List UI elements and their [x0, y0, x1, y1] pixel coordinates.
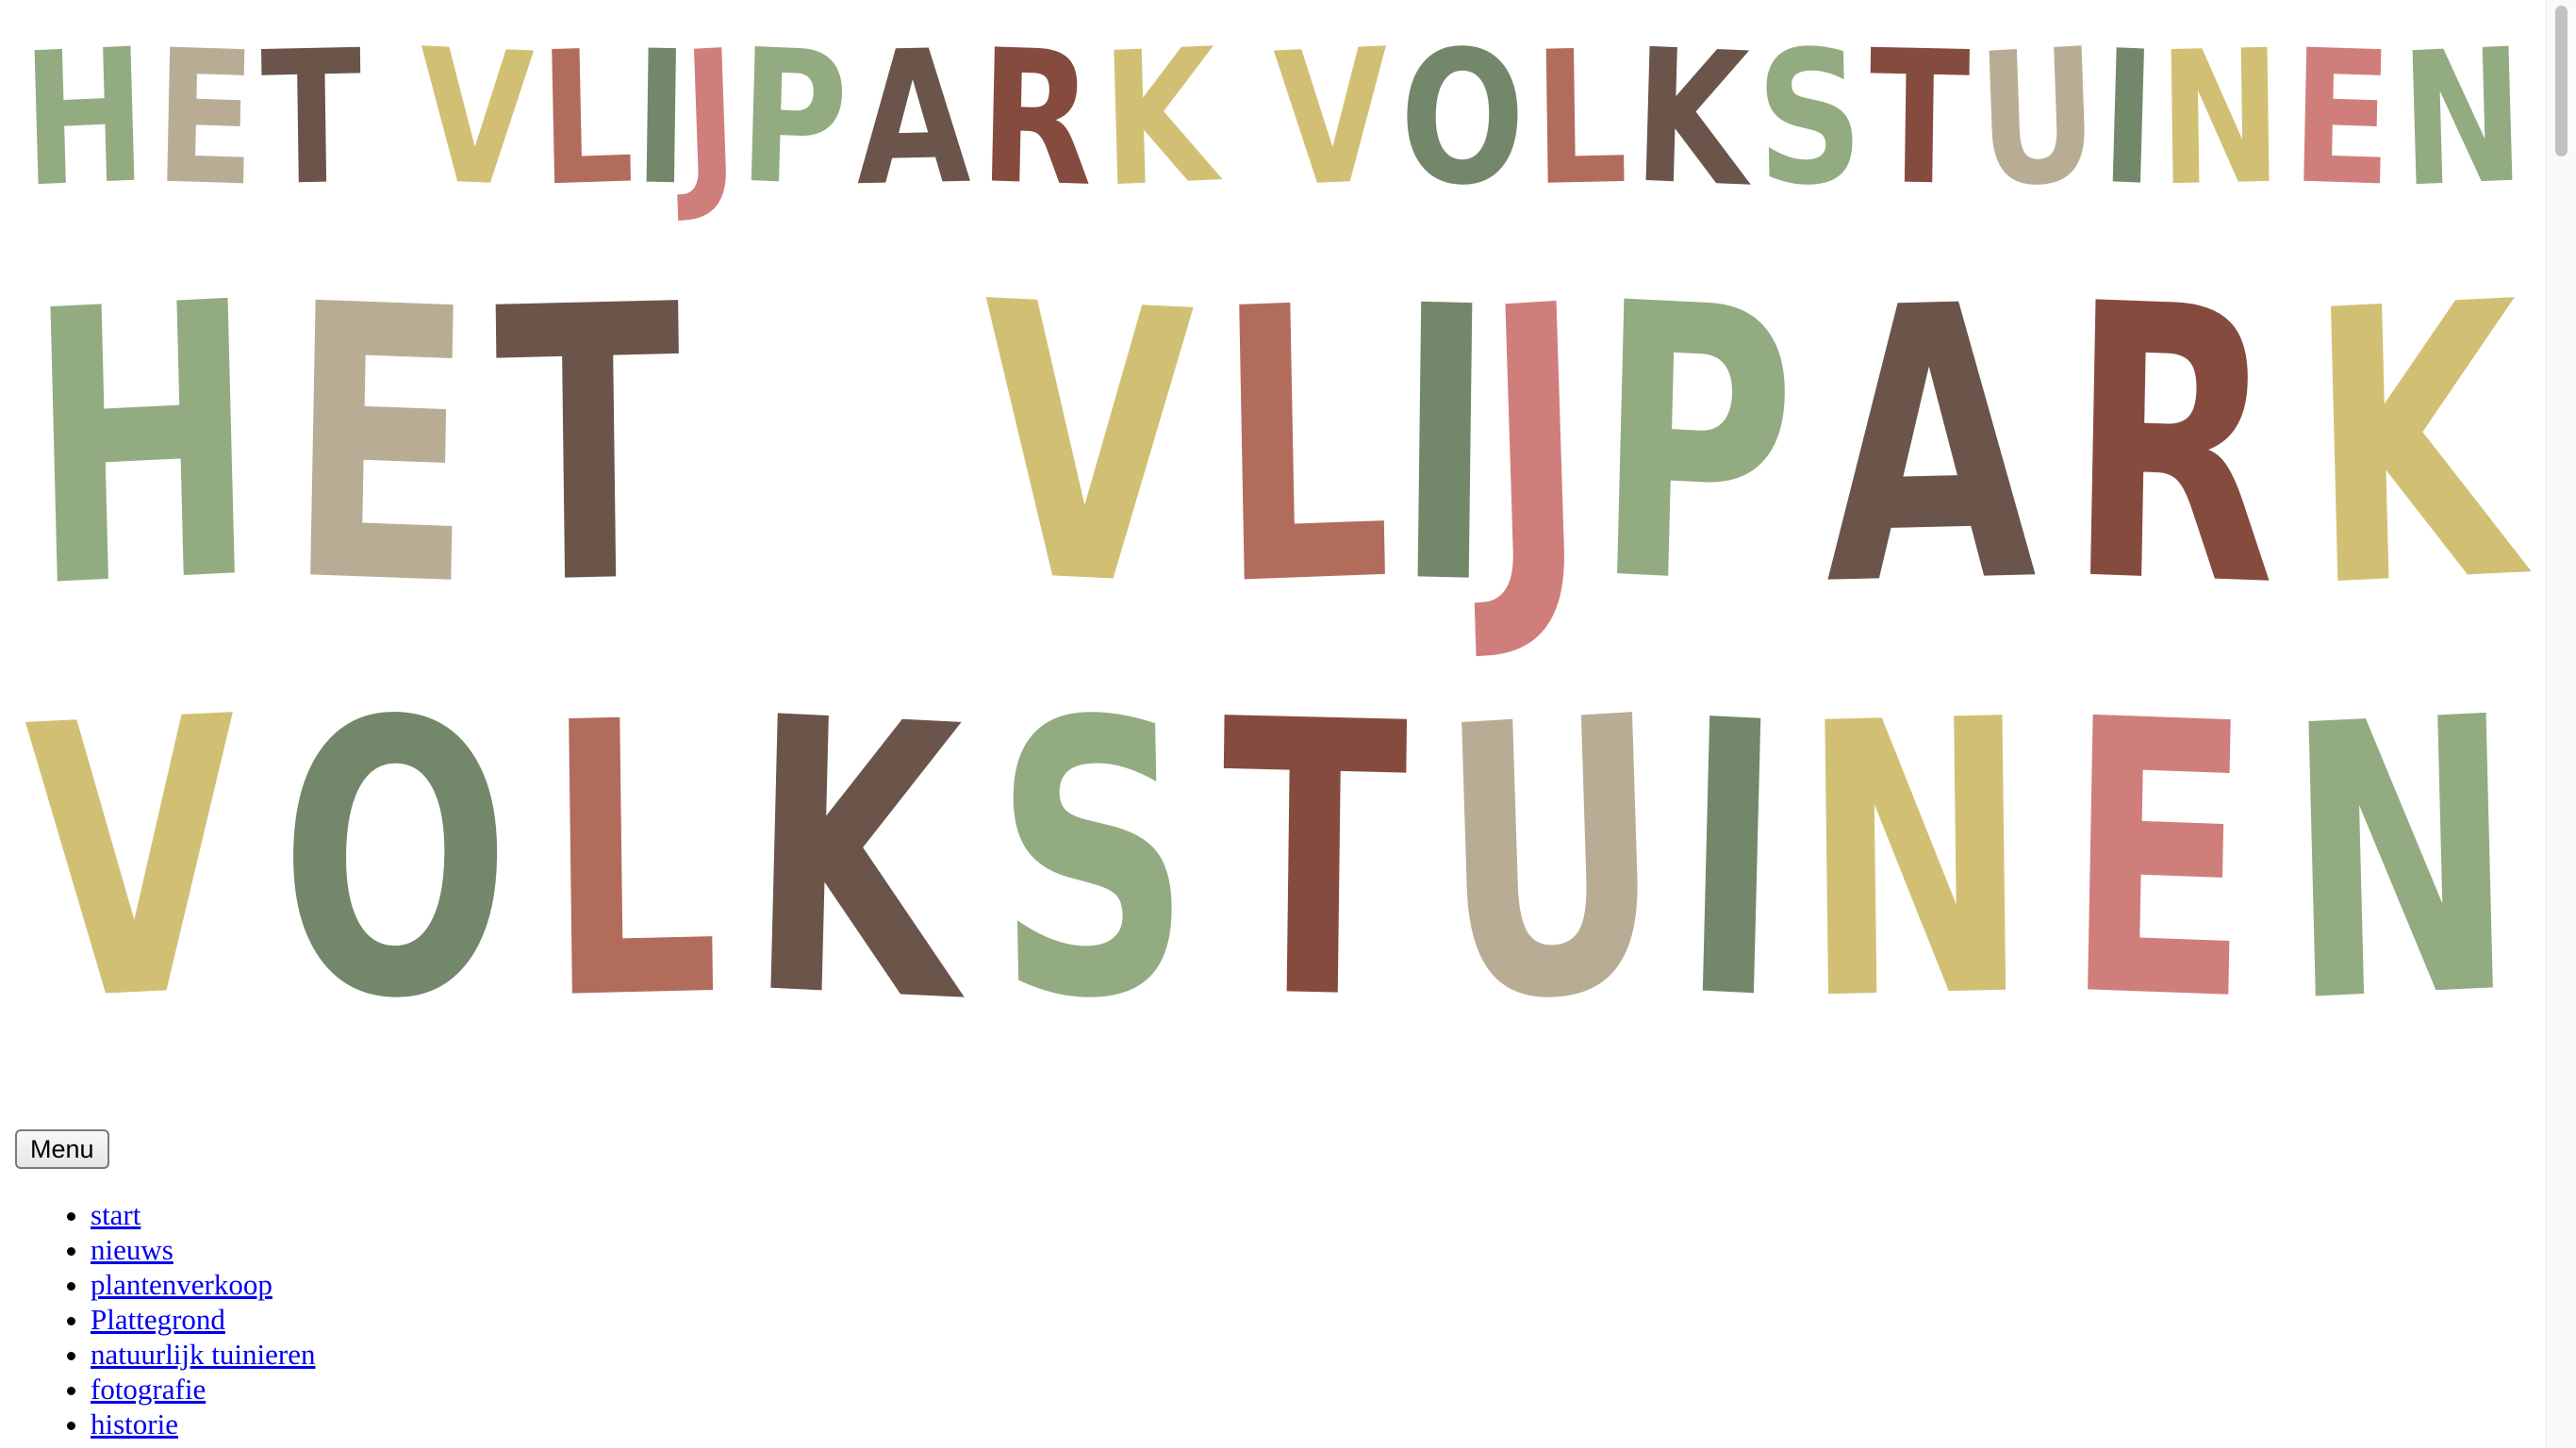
nav-item-plantenverkoop: [91, 1267, 315, 1302]
logo-letter: R: [977, 8, 1096, 227]
logo-letter: A: [1822, 225, 2039, 669]
logo-letter: I: [1391, 226, 1498, 668]
logo-letter: E: [2061, 639, 2255, 1085]
logo-word-het: [17, 8, 365, 228]
nav-link-fotografie[interactable]: fotografie: [91, 1373, 206, 1406]
logo-letter: H: [24, 222, 262, 672]
site-logo-line-2: [9, 636, 2536, 1088]
logo-letter: T: [1868, 9, 1972, 226]
site-logo-line-1: [9, 222, 2536, 672]
scrollbar-thumb[interactable]: [2555, 6, 2568, 156]
nav-link-plantenverkoop[interactable]: plantenverkoop: [91, 1268, 272, 1301]
page-scrollbar[interactable]: [2546, 0, 2576, 1448]
logo-letter: R: [2063, 224, 2282, 670]
nav-link-plattegrond[interactable]: Plattegrond: [91, 1303, 225, 1336]
logo-letter: J: [1478, 224, 1593, 670]
logo-letter: H: [20, 8, 150, 228]
logo-letter: P: [735, 8, 850, 227]
logo-letter: N: [1798, 640, 2032, 1084]
logo-letter: K: [1630, 8, 1752, 228]
logo-letter: K: [1098, 8, 1219, 228]
nav-item-plattegrond: [91, 1302, 315, 1337]
logo-letter: I: [2097, 9, 2159, 226]
nav-item-fotografie: [91, 1372, 315, 1407]
logo-letter: L: [1531, 9, 1629, 226]
main-navigation: [0, 1197, 315, 1441]
logo-letter: T: [493, 225, 685, 669]
logo-letter: L: [1213, 224, 1395, 670]
nav-link-nieuws[interactable]: nieuws: [91, 1233, 173, 1266]
logo-letter: E: [283, 224, 478, 670]
nav-item-historie: [91, 1407, 315, 1441]
logo-letter: S: [990, 639, 1196, 1085]
nav-item-nieuws: [91, 1232, 315, 1267]
logo-word-vlijpark: [965, 222, 2536, 672]
nav-link-start[interactable]: start: [91, 1198, 141, 1231]
nav-link-historie[interactable]: historie: [91, 1407, 178, 1440]
nav-link-natuurlijk-tuinieren[interactable]: natuurlijk tuinieren: [91, 1338, 316, 1371]
logo-letter: N: [2282, 637, 2520, 1087]
logo-letter: L: [542, 640, 721, 1084]
logo-word-het: [9, 222, 693, 672]
logo-letter: N: [2157, 9, 2284, 226]
logo-word-volkstuinen: [1270, 8, 2530, 228]
logo-letter: J: [679, 9, 742, 226]
logo-letter: E: [153, 8, 258, 227]
logo-letter: U: [1434, 636, 1669, 1088]
logo-letter: O: [275, 638, 515, 1086]
logo-word-volkstuinen: [9, 636, 2536, 1088]
site-logo-small[interactable]: [17, 8, 2530, 228]
logo-letter: P: [1590, 223, 1801, 671]
logo-letter: K: [743, 637, 966, 1087]
logo-letter: I: [1675, 640, 1788, 1084]
menu-toggle-button[interactable]: Menu: [15, 1129, 109, 1169]
logo-letter: S: [1754, 8, 1865, 227]
logo-letter: U: [1974, 8, 2102, 228]
logo-letter: V: [975, 222, 1197, 672]
logo-letter: L: [537, 8, 636, 227]
logo-word-vlijpark: [414, 8, 1220, 228]
logo-letter: V: [416, 8, 537, 228]
logo-letter: T: [260, 9, 364, 226]
nav-item-natuurlijk-tuinieren: [91, 1337, 315, 1372]
logo-letter: K: [2304, 222, 2526, 672]
logo-letter: N: [2397, 8, 2527, 228]
logo-letter: T: [1217, 640, 1410, 1084]
logo-letter: V: [1271, 8, 1392, 228]
logo-letter: E: [2288, 8, 2394, 227]
logo-letter: A: [854, 9, 972, 226]
logo-letter: V: [22, 637, 243, 1087]
nav-item-start: [91, 1197, 315, 1232]
logo-letter: I: [632, 9, 690, 226]
logo-letter: O: [1397, 8, 1527, 227]
